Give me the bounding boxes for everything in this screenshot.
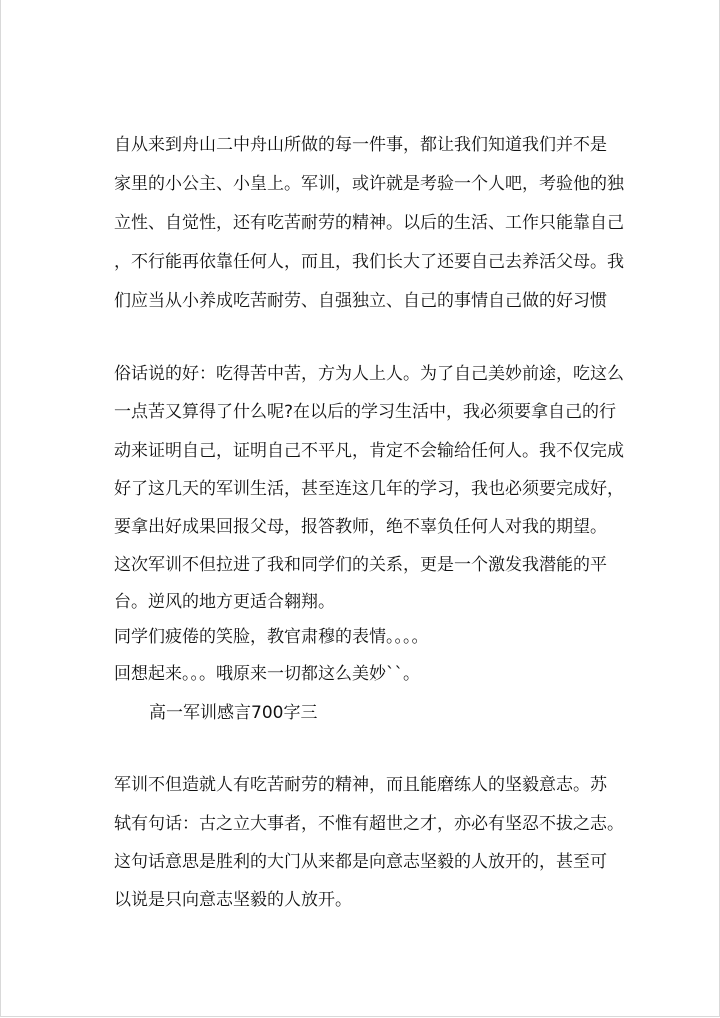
paragraph-2-line-1: 俗话说的好：吃得苦中苦，方为人上人。为了自己美妙前途，吃这么 [114,364,624,384]
paragraph-3-line-3: 这句话意思是胜利的大门从来都是向意志坚毅的人放开的，甚至可 [114,852,607,872]
paragraph-3-line-2: 轼有句话：古之立大事者，不惟有超世之才，亦必有坚忍不拔之志。 [114,814,624,834]
paragraph-1-line-1: 自从来到舟山二中舟山所做的每一件事，都让我们知道我们并不是 [114,135,607,155]
paragraph-2-line-3: 动来证明自己，证明自己不平凡，肯定不会输给任何人。我不仅完成 [114,441,624,461]
paragraph-1-line-4: ，不行能再依靠任何人，而且，我们长大了还要自己去养活父母。我 [114,252,624,272]
section-heading: 高一军训感言700字三 [149,703,318,723]
paragraph-3-line-4: 以说是只向意志坚毅的人放开。 [114,890,352,910]
paragraph-1-line-2: 家里的小公主、小皇上。军训，或许就是考验一个人吧，考验他的独 [114,174,624,194]
paragraph-1-line-5: 们应当从小养成吃苦耐劳、自强独立、自己的事情自己做的好习惯 [114,291,607,311]
paragraph-2-line-5: 要拿出好成果回报父母，报答教师，绝不辜负任何人对我的期望。 [114,517,607,537]
paragraph-1-line-3: 立性、自觉性，还有吃苦耐劳的精神。以后的生活、工作只能靠自己 [114,213,624,233]
paragraph-2-line-8: 同学们疲倦的笑脸，教官肃穆的表情。。。。 [114,627,429,647]
paragraph-3-line-1: 军训不但造就人有吃苦耐劳的精神，而且能磨练人的坚毅意志。苏 [114,775,607,795]
paragraph-2-line-7: 台。逆风的地方更适合翱翔。 [114,592,335,612]
paragraph-2-line-9: 回想起来。。。哦原来一切都这么美妙``。 [114,664,420,684]
paragraph-2-line-2: 一点苦又算得了什么呢?在以后的学习生活中，我必须要拿自己的行 [114,402,617,422]
paragraph-2-line-6: 这次军训不但拉进了我和同学们的关系，更是一个激发我潜能的平 [114,555,607,575]
paragraph-2-line-4: 好了这几天的军训生活，甚至连这几年的学习，我也必须要完成好， [114,479,624,499]
